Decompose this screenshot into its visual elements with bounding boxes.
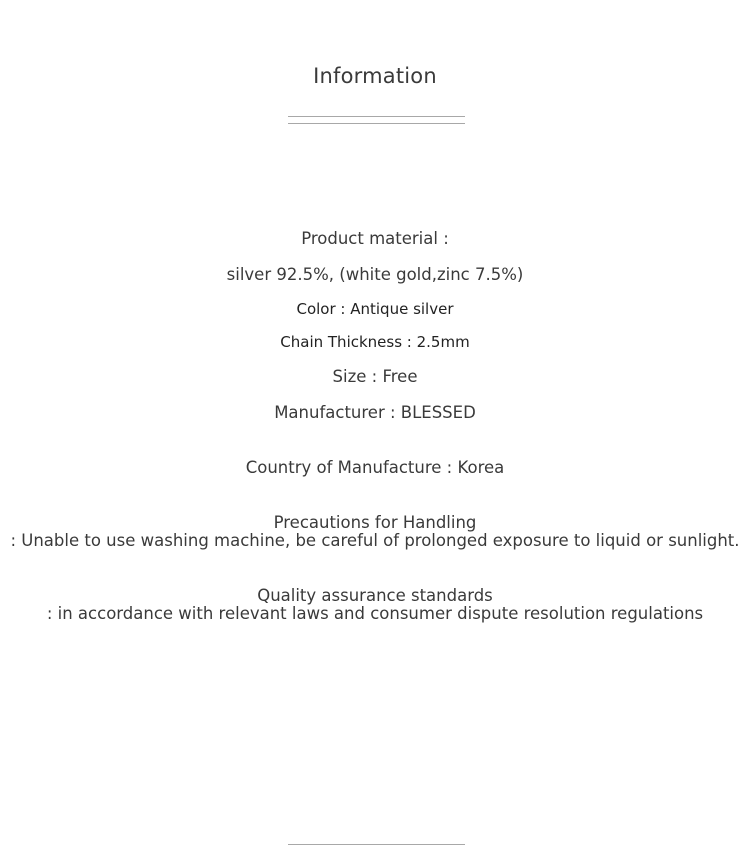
precautions-title: Precautions for Handling (273, 513, 477, 532)
material-label: Product material : (301, 229, 449, 248)
material-value: silver 92.5%, (white gold,zinc 7.5%) (226, 265, 524, 284)
chain-thickness-spec: Chain Thickness : 2.5mm (280, 333, 470, 351)
size-spec: Size : Free (332, 367, 418, 386)
color-spec: Color : Antique silver (296, 300, 454, 318)
manufacturer-spec: Manufacturer : BLESSED (274, 403, 476, 422)
footer-divider (288, 844, 465, 845)
quality-text: : in accordance with relevant laws and consumer dispute resolution regulations (46, 604, 704, 623)
quality-title: Quality assurance standards (257, 586, 493, 605)
title-divider-bottom (288, 123, 465, 124)
country-spec: Country of Manufacture : Korea (245, 458, 505, 477)
title-divider-top (288, 116, 465, 117)
precautions-text: : Unable to use washing machine, be careful of prolonged exposure to liquid or sunlight. (10, 531, 740, 550)
page-title: Information (313, 64, 437, 88)
